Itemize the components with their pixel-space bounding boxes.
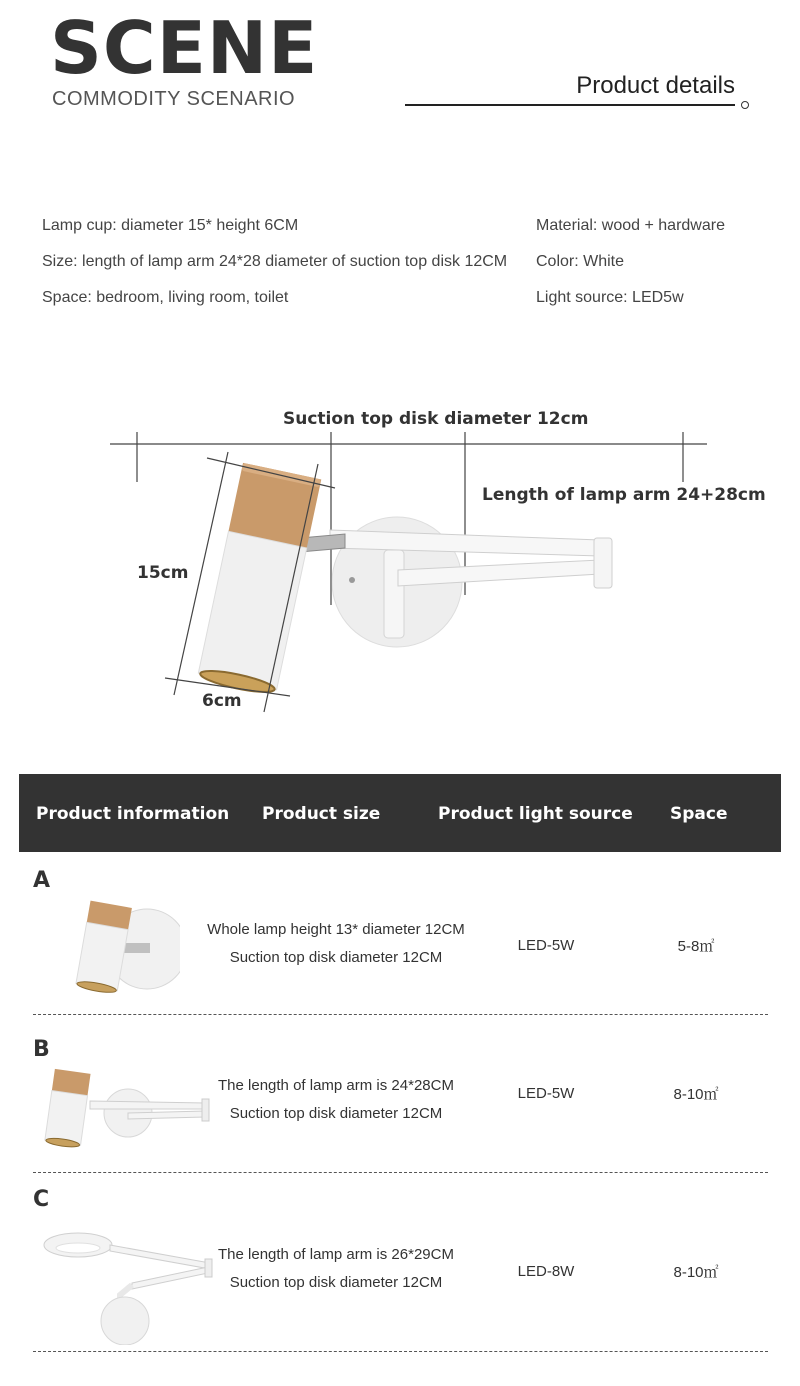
lamp-dimension-diagram [0, 390, 800, 730]
disk-diameter-label: Suction top disk diameter 12cm [283, 409, 589, 429]
row-c-light: LED-8W [517, 1263, 575, 1280]
row-b-space: 8-10㎡ [673, 1086, 719, 1103]
row-a-space: 5-8㎡ [677, 938, 715, 955]
arm-length-label: Length of lamp arm 24+28cm [482, 485, 766, 505]
header-product-size: Product size [262, 804, 381, 824]
row-b-size-line1: The length of lamp arm is 24*28CM [218, 1077, 454, 1094]
product-details-title: Product details [576, 72, 735, 99]
spec-space: Space: bedroom, living room, toilet [42, 289, 289, 306]
row-divider [33, 1014, 768, 1015]
row-a-size-line2: Suction top disk diameter 12CM [229, 949, 443, 966]
row-c-size-line2: Suction top disk diameter 12CM [229, 1274, 443, 1291]
lamp-height-label: 15cm [137, 563, 189, 583]
scene-title: SCENE [50, 6, 319, 90]
row-c-space: 8-10㎡ [673, 1264, 719, 1281]
scene-subtitle: COMMODITY SCENARIO [52, 88, 296, 110]
row-a-letter: A [33, 868, 51, 893]
row-b-size [186, 1072, 486, 1128]
header-space: Space [670, 804, 728, 824]
row-a-lamp-image [55, 895, 180, 1000]
row-a-size [186, 916, 486, 972]
lamp-width-label: 6cm [202, 691, 242, 711]
header-product-light-source: Product light source [438, 804, 633, 824]
spec-light-source: Light source: LED5w [536, 289, 684, 306]
row-a-light: LED-5W [517, 937, 575, 954]
spec-color: Color: White [536, 253, 625, 270]
row-c-size [186, 1241, 486, 1297]
row-b-size-line2: Suction top disk diameter 12CM [229, 1105, 443, 1122]
arm-joint [594, 538, 612, 588]
row-c-letter: C [33, 1187, 50, 1212]
row-b-lamp-image [40, 1065, 210, 1155]
row-c-size-line1: The length of lamp arm is 26*29CM [218, 1246, 454, 1263]
spec-material: Material: wood + hardware [536, 217, 725, 234]
title-underline [405, 104, 735, 106]
spec-lamp-cup: Lamp cup: diameter 15* height 6CM [42, 217, 299, 234]
row-divider [33, 1172, 768, 1173]
table-header [19, 774, 781, 852]
row-b-light: LED-5W [517, 1085, 575, 1102]
row-divider [33, 1351, 768, 1352]
title-dot-icon [741, 101, 749, 109]
lamp-white-body [198, 531, 306, 689]
row-a-size-line1: Whole lamp height 13* diameter 12CM [207, 921, 465, 938]
spec-size: Size: length of lamp arm 24*28 diameter of suction top disk 12CM [42, 253, 508, 270]
header-product-information: Product information [36, 804, 230, 824]
arm-bracket [384, 550, 404, 638]
row-b-letter: B [33, 1037, 50, 1062]
